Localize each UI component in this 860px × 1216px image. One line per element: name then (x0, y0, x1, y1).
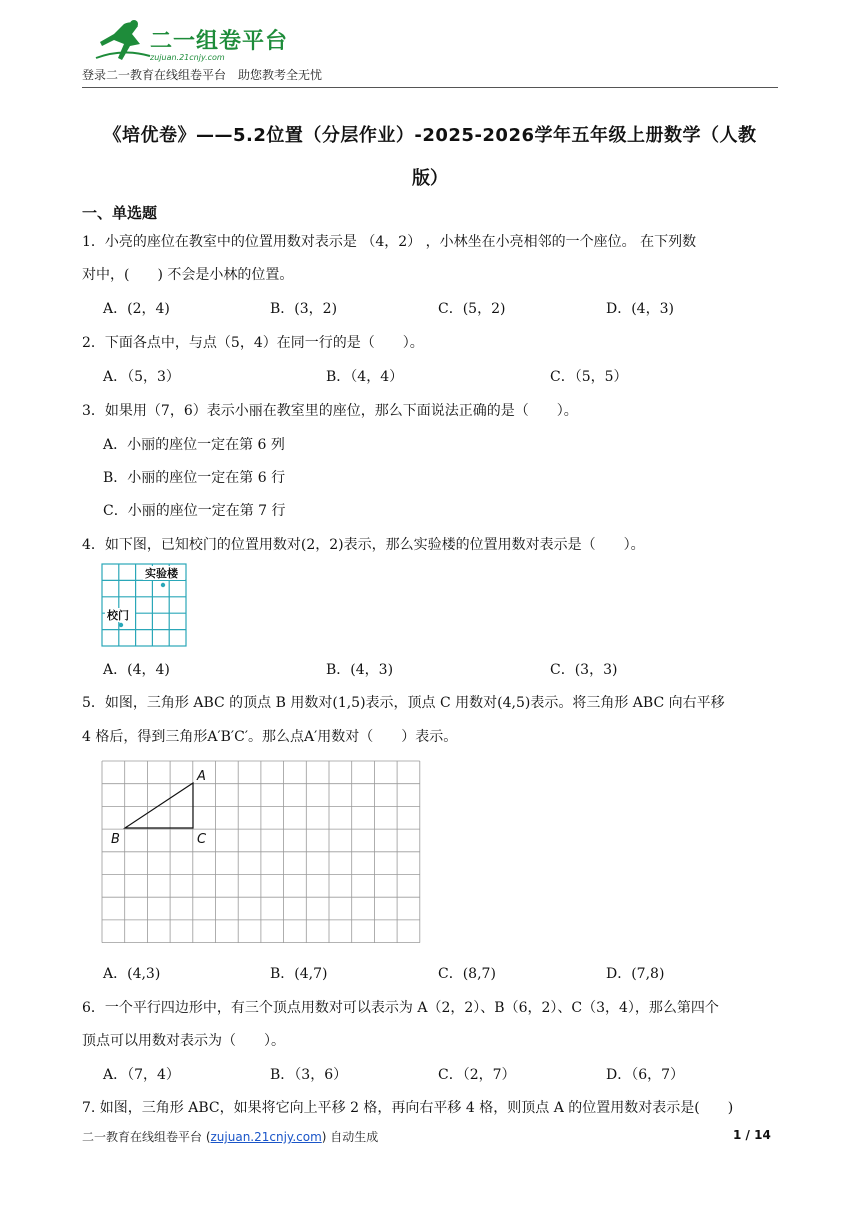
question-6-option-c: C．（2，7） (438, 1067, 516, 1083)
logo-subtext: zujuan.21cnjy.com (150, 53, 225, 62)
question-5-option-c: C．(8,7) (438, 966, 496, 982)
question-6-option-b: B．（3，6） (270, 1067, 348, 1083)
question-1-option-d: D．(4，3) (606, 301, 674, 317)
question-1-stem-line-1: 1．小亮的座位在教室中的位置用数对表示是 （4，2） ，小林坐在小亮相邻的一个座位。 在下列数 (82, 234, 697, 250)
header-slogan: 登录二一教育在线组卷平台 助您教考全无忧 (82, 68, 323, 82)
runner-icon (94, 18, 154, 66)
question-2-option-b: B．（4，4） (326, 369, 404, 385)
question-6-stem-line-1: 6．一个平行四边形中，有三个顶点用数对可以表示为 A（2，2）、B（6，2）、C（3，4），那么第四个 (82, 1000, 719, 1016)
question-4-option-b: B．(4，3) (326, 662, 394, 678)
triangle-abc (125, 783, 193, 828)
question-4-option-a: A．(4，4) (103, 662, 170, 678)
question-1-option-a: A．(2，4) (103, 301, 170, 317)
logo-text: 二一组卷平台 (150, 29, 289, 54)
footer-suffix: ) 自动生成 (321, 1130, 379, 1144)
question-1-option-c: C．(5，2) (438, 301, 506, 317)
question-7-stem: 7. 如图，三角形 ABC，如果将它向上平移 2 格，再向右平移 4 格，则顶点 A 的位置用数对表示是( ) (82, 1100, 734, 1116)
question-6-stem-line-2: 顶点可以用数对表示为（ ）。 (82, 1033, 285, 1049)
section-heading: 一、单选题 (82, 204, 158, 222)
page-number: 1 / 14 (733, 1128, 771, 1142)
question-5-option-d: D．(7,8) (606, 966, 665, 982)
page-title-line-2: 版） (412, 168, 448, 189)
question-3-option-b: B．小丽的座位一定在第 6 行 (103, 470, 286, 486)
question-3-stem: 3．如果用（7，6）表示小丽在教室里的座位，那么下面说法正确的是（ ）。 (82, 403, 578, 419)
school-gate-point (119, 623, 123, 627)
footer-site-link[interactable]: zujuan.21cnjy.com (210, 1130, 322, 1144)
question-1-stem-line-2: 对中，( ) 不会是小林的位置。 (82, 267, 294, 283)
question-2-option-c: C．（5，5） (550, 369, 628, 385)
question-3-option-c: C．小丽的座位一定在第 7 行 (103, 503, 286, 519)
question-4-option-c: C．(3，3) (550, 662, 618, 678)
question-6-option-d: D．（6，7） (606, 1067, 685, 1083)
lab-building-label: 实验楼 (145, 567, 178, 580)
question-5-option-b: B．(4,7) (270, 966, 328, 982)
footer-source (82, 1128, 378, 1145)
question-2-stem: 2．下面各点中，与点（5，4）在同一行的是（ ）。 (82, 335, 424, 351)
lab-building-point (161, 583, 165, 587)
question-6-option-a: A．（7，4） (103, 1067, 180, 1083)
question-5-option-a: A．(4,3) (103, 966, 161, 982)
campus-grid-figure (101, 563, 187, 647)
question-3-option-a: A．小丽的座位一定在第 6 列 (103, 437, 285, 453)
page-title-line-1: 《培优卷》——5.2位置（分层作业）-2025-2026学年五年级上册数学（人教 (103, 125, 757, 146)
header-divider (82, 87, 778, 88)
vertex-c-label: C (197, 832, 207, 847)
question-4-stem: 4．如下图，已知校门的位置用数对(2，2)表示，那么实验楼的位置用数对表示是（ ）。 (82, 537, 645, 553)
triangle-grid-figure (101, 760, 423, 944)
footer-prefix: 二一教育在线组卷平台 ( (82, 1130, 211, 1144)
question-1-option-b: B．(3，2) (270, 301, 338, 317)
school-gate-label: 校门 (107, 609, 129, 622)
question-5-stem-line-1: 5．如图，三角形 ABC 的顶点 B 用数对(1,5)表示，顶点 C 用数对(4,5)表示。将三角形 ABC 向右平移 (82, 695, 725, 711)
vertex-b-label: B (111, 832, 120, 847)
vertex-a-label: A (197, 769, 206, 784)
question-5-stem-line-2: 4 格后，得到三角形A′B′C′。那么点A′用数对（ ）表示。 (82, 729, 458, 745)
question-2-option-a: A．（5，3） (103, 369, 180, 385)
